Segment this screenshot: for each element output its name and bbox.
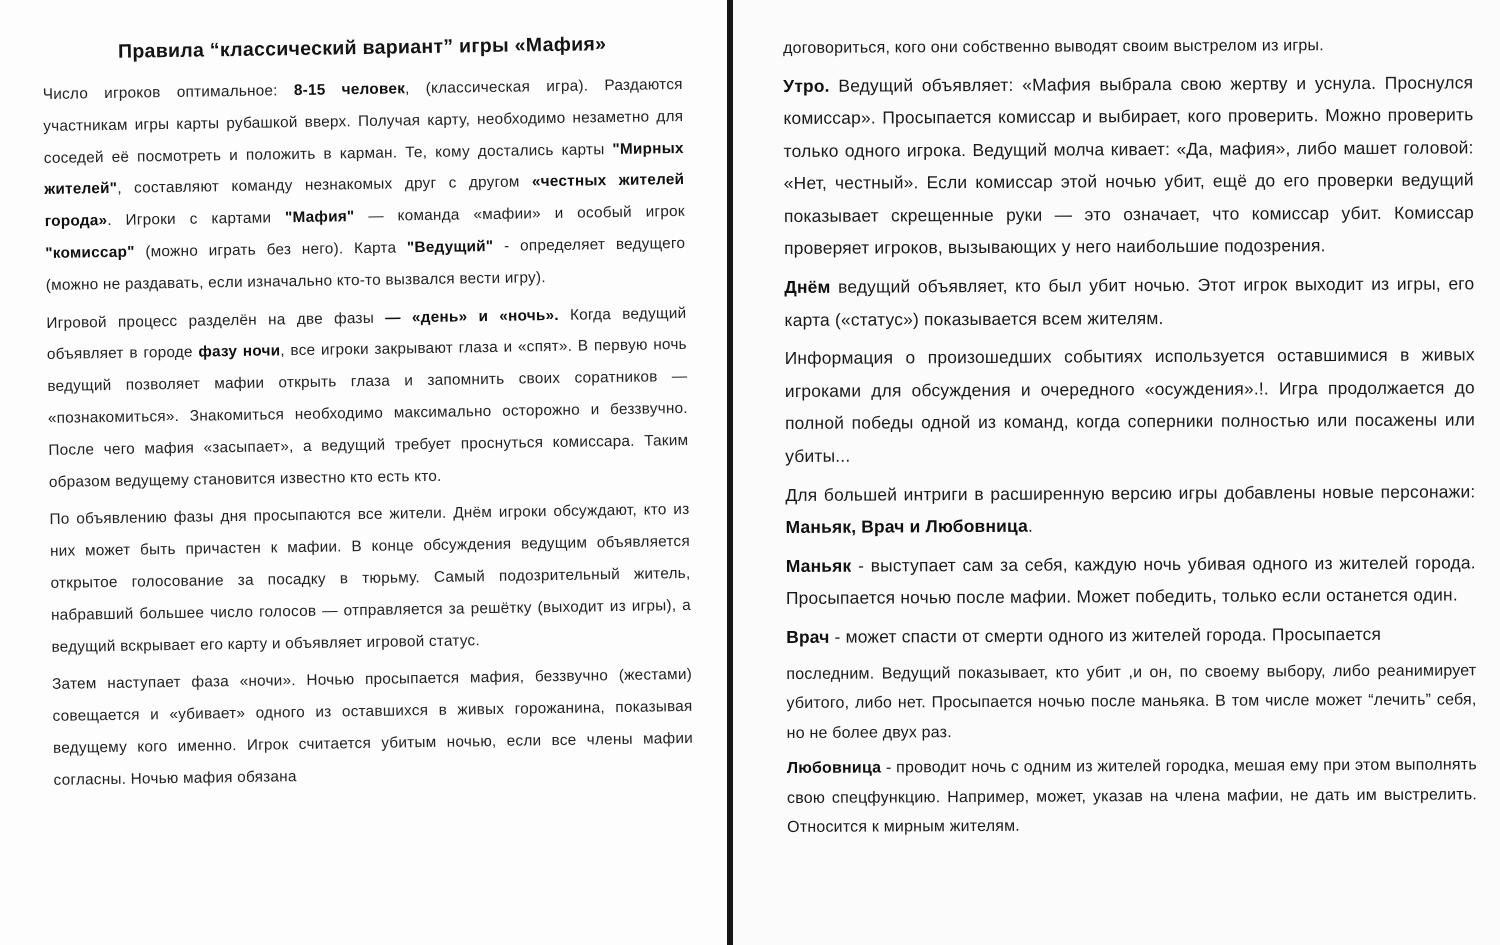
paragraph-lover xyxy=(787,750,1477,842)
text-segment: Ведущий объявляет: «Мафия выбрала свою жертву и уснула. Проснулся комиссар». Просыпается комиссар и выбирает, кого проверить. Можно проверить только одного игрока. Ведущий молча кивает: «Да, мафия», либо машет головой: «Нет, честный». Если комиссар этой ночью убит, ещё до его проверки ведущий показывает скрещенные руки — это означает, что комиссар убит. Комиссар проверяет игроков, вызывающих у него наибольшие подозрения. xyxy=(783,71,1474,259)
paragraph-players xyxy=(43,69,686,302)
bold-segment: Маньяк, Врач и Любовница xyxy=(785,515,1029,538)
bold-segment: Маньяк xyxy=(785,555,852,576)
text-segment: Игровой процесс разделён на две фазы xyxy=(46,309,386,332)
bold-segment: — «день» и «ночь». xyxy=(385,306,559,327)
paragraph-intrigue xyxy=(785,475,1475,544)
right-page xyxy=(733,0,1500,945)
paragraph-maniac xyxy=(786,546,1476,615)
paragraph-day-phase: По объявлению фазы дня просыпаются все жители. Днём игроки обсуждают, кто из них может быть причастен к мафии. В конце обсуждения ведущим объявляется открытое голосование за посадку в тюрьму. Самый подозрительный житель, набравший большее число голосов — отправляется за решётку (выходит из игры), а ведущий вскрывает его карту и объявляет игровой статус. xyxy=(49,501,692,656)
paragraph-information: Информация о произошедших событиях используется оставшимися в живых игроками для обсуждения и очередного «осуждения».!. Игра продолжается до полной победы одной из команд, когда соперники полностью или посажены или убиты... xyxy=(784,344,1476,467)
text-segment: Число игроков оптимальное: xyxy=(42,82,295,103)
text-segment: , (классическая игра). Раздаются участникам игры карты рубашкой вверх. Получая карту, необходимо незаметно для соседей её посмотреть и положить в карман. Те, кому достались карты xyxy=(43,75,684,167)
bold-segment: фазу ночи xyxy=(198,342,281,361)
bold-segment: Утро. xyxy=(783,75,830,96)
bold-segment: «честных жителей города» xyxy=(44,171,685,231)
text-segment: - выступает сам за себя, каждую ночь убивая одного из жителей города. Просыпается ночью после мафии. Может победить, только если останется один. xyxy=(785,552,1476,609)
bold-segment: "комиссар" xyxy=(45,243,135,262)
bold-segment: Любовница xyxy=(786,759,882,778)
paragraph-continuation: договориться, кого они собственно выводят своим выстрелом из игры. xyxy=(783,37,1324,57)
text-segment: ведущий объявляет, кто был убит ночью. Этот игрок выходит из игры, его карта («статус») показывается всем жителям. xyxy=(784,273,1475,330)
paragraph-doctor xyxy=(786,617,1476,653)
paragraph-morning xyxy=(783,66,1474,265)
text-segment: - определяет ведущего (можно не раздавать, если изначально кто-то вызвался вести игру). xyxy=(45,234,686,294)
bold-segment: Врач xyxy=(786,626,830,647)
right-column xyxy=(783,30,1477,848)
bold-segment: "Мафия" xyxy=(284,208,355,227)
text-segment: Когда ведущий объявляет в городе xyxy=(46,304,687,364)
text-segment: Для большей интриги в расширенную версию игры добавлены новые персонажи: xyxy=(785,481,1476,505)
left-column xyxy=(42,32,694,802)
paragraph-doctor-cont: последним. Ведущий показывает, кто убит ,и он, по своему выбору, либо реанимирует убитого, либо нет. Просыпается ночью после маньяка. В том числе может “лечить” себя, но не более двух раз. xyxy=(786,661,1477,742)
text-segment: - проводит ночь с одним из жителей городка, мешая ему при этом выполнять свою спецфункцию. Например, может, указав на члена мафии, не дать им выстрелить. Относится к мирным жителям. xyxy=(786,756,1478,837)
page-title: Правила “классический вариант” игры «Мафия» xyxy=(117,33,607,63)
left-page xyxy=(0,0,727,945)
paragraph-night-phase: Затем наступает фаза «ночи». Ночью просыпается мафия, беззвучно (жестами) совещается и «убивает» одного из оставшихся в живых горожанина, показывая ведущему кого именно. Игрок считается убитым ночью, если все члены мафии согласны. Ночью мафия обязана xyxy=(51,666,694,789)
bold-segment: "Мирных жителей" xyxy=(44,139,684,199)
paragraph-day xyxy=(784,267,1474,336)
text-segment: . xyxy=(1027,515,1034,536)
text-segment: , все игроки закрывают глаза и «спят». В первую ночь ведущий позволяет мафии открыть глаза и запомнить своих соратников — «познакомиться». Знакомиться необходимо максимально осторожно и беззвучно. После чего мафия «засыпает», а ведущий требует проснуться комиссара. Таким образом ведущему становится известно кто есть кто. xyxy=(47,336,689,491)
bold-segment: "Ведущий" xyxy=(406,237,494,257)
text-segment: (можно играть без него). Карта xyxy=(134,239,408,261)
bold-segment: 8-15 человек xyxy=(293,80,406,100)
paragraph-phases xyxy=(46,297,689,498)
text-segment: — команда «мафии» и особый игрок xyxy=(354,203,685,226)
text-segment: - может спасти от смерти одного из жителей города. Просыпается xyxy=(829,623,1382,647)
bold-segment: Днём xyxy=(784,276,831,298)
text-segment: , составляют команду незнакомых друг с другом xyxy=(117,173,533,198)
text-segment: . Игроки с картами xyxy=(107,209,286,230)
